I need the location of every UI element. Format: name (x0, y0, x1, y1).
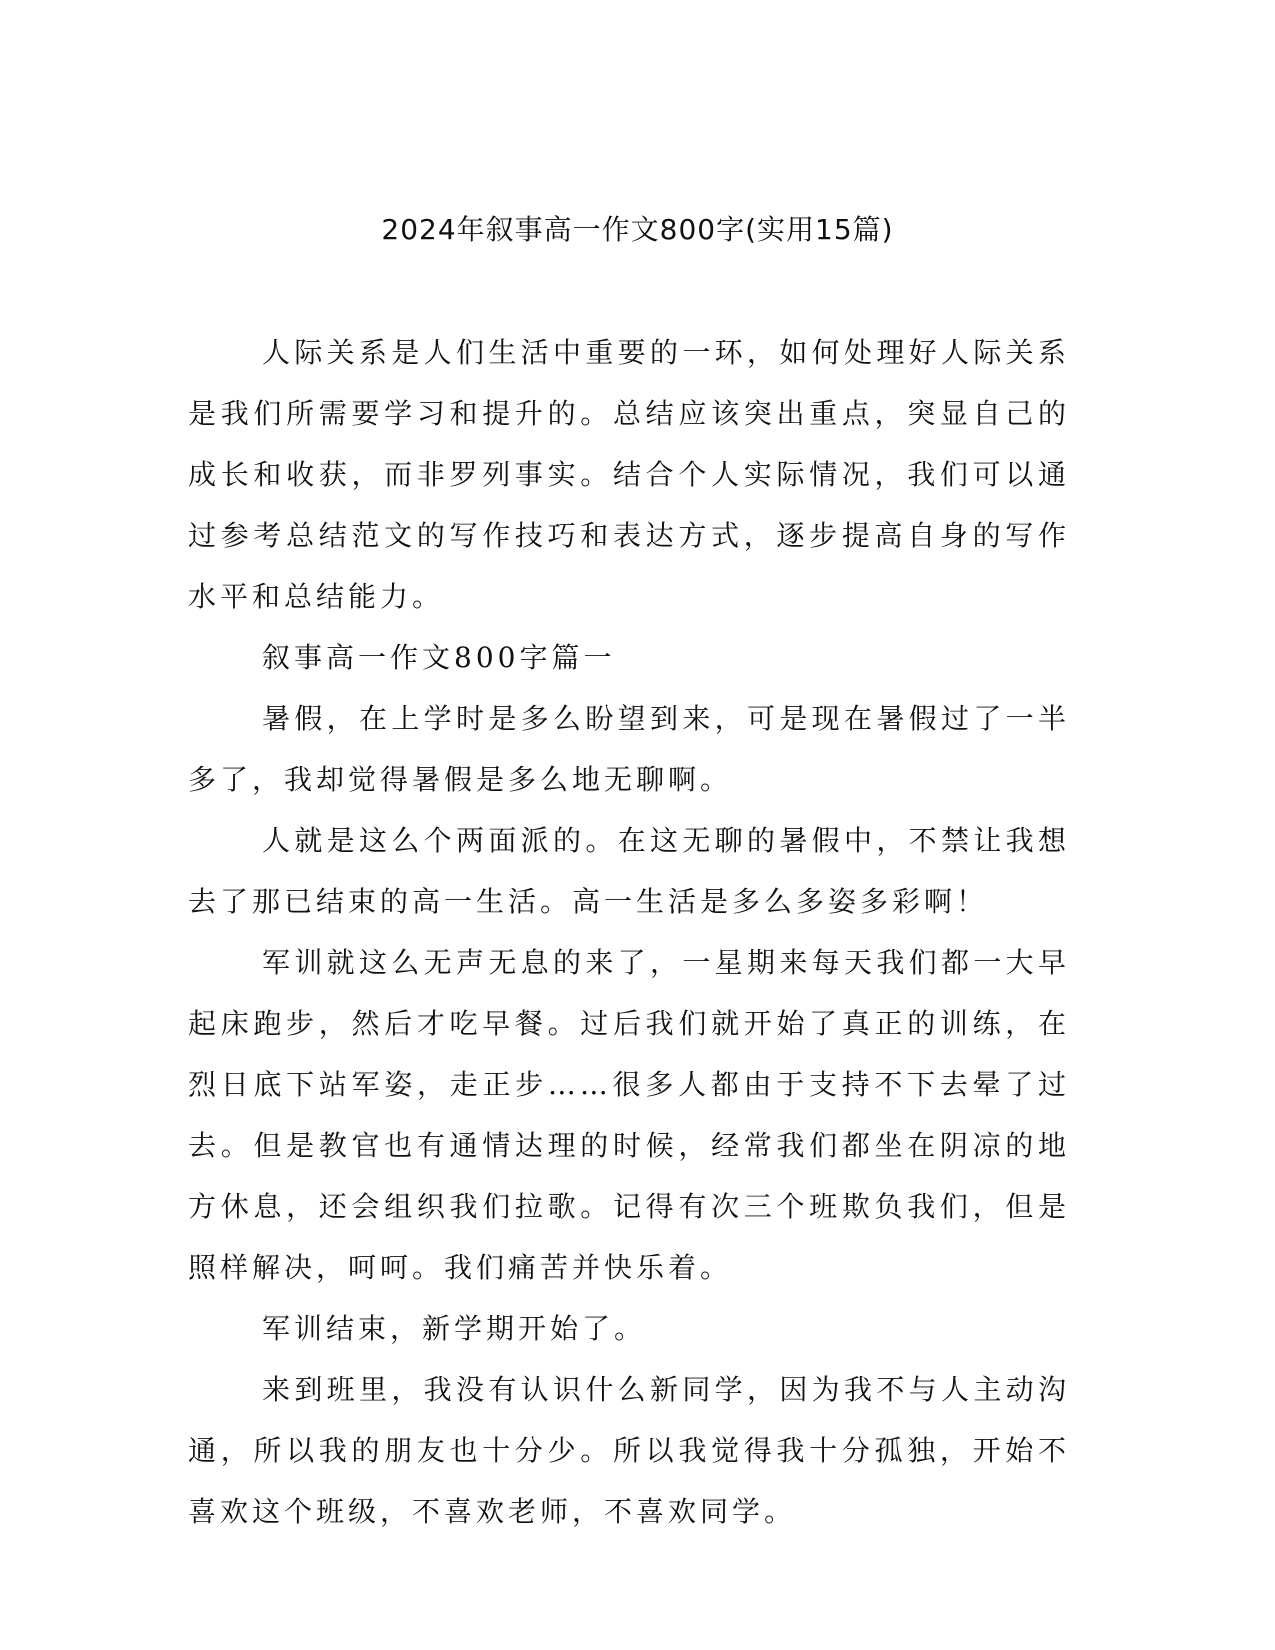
body-paragraph: 暑假，在上学时是多么盼望到来，可是现在暑假过了一半多了，我却觉得暑假是多么地无聊啊。 (188, 702, 1070, 796)
document-title: 2024年叙事高一作文800字(实用15篇) (381, 213, 894, 246)
document-body (188, 322, 1070, 1542)
body-paragraph: 人就是这么个两面派的。在这无聊的暑假中，不禁让我想去了那已结束的高一生活。高一生活是多么多姿多彩啊！ (188, 824, 1070, 918)
body-paragraph: 军训就这么无声无息的来了，一星期来每天我们都一大早起床跑步，然后才吃早餐。过后我们就开始了真正的训练，在烈日底下站军姿，走正步……很多人都由于支持不下去晕了过去。但是教官也有通情达理的时候，经常我们都坐在阴凉的地方休息，还会组织我们拉歌。记得有次三个班欺负我们，但是照样解决，呵呵。我们痛苦并快乐着。 (188, 946, 1070, 1284)
intro-paragraph: 人际关系是人们生活中重要的一环，如何处理好人际关系是我们所需要学习和提升的。总结应该突出重点，突显自己的成长和收获，而非罗列事实。结合个人实际情况，我们可以通过参考总结范文的写作技巧和表达方式，逐步提高自身的写作水平和总结能力。 (188, 336, 1070, 613)
body-paragraph: 来到班里，我没有认识什么新同学，因为我不与人主动沟通，所以我的朋友也十分少。所以我觉得我十分孤独，开始不喜欢这个班级，不喜欢老师，不喜欢同学。 (188, 1373, 1070, 1528)
section-heading: 叙事高一作文800字篇一 (262, 641, 616, 674)
body-paragraph: 军训结束，新学期开始了。 (262, 1312, 647, 1345)
